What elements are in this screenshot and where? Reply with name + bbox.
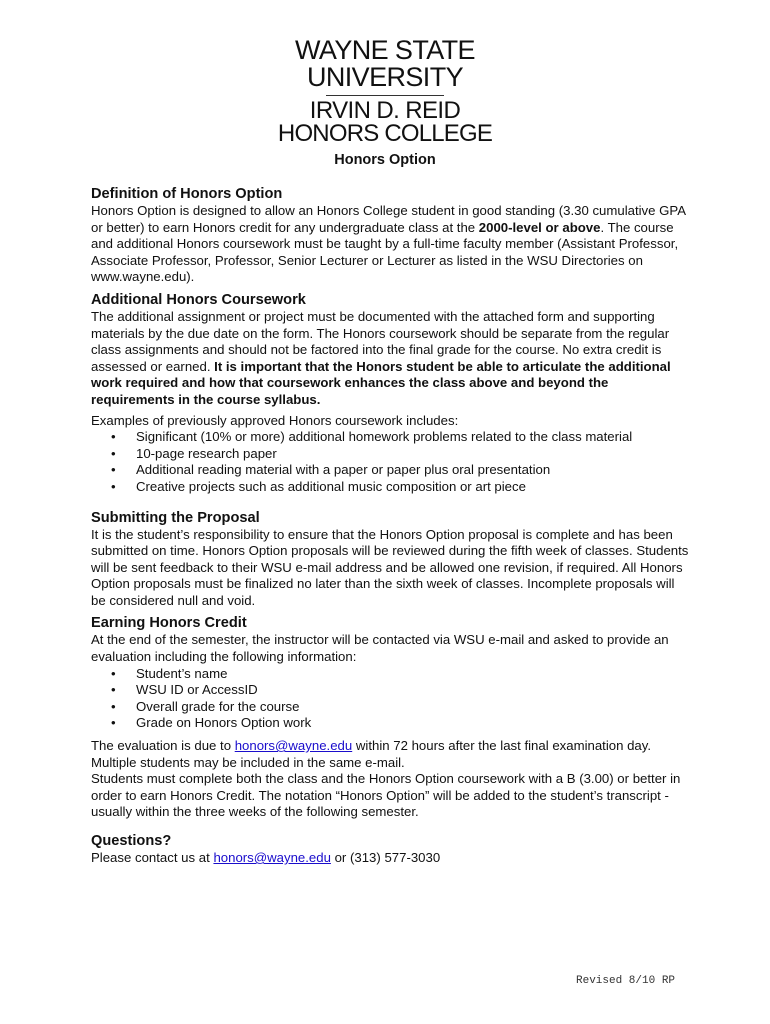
definition-text-bold: 2000-level or above [478,219,601,235]
document-title: Honors Option [334,152,436,168]
submitting-heading: Submitting the Proposal [91,509,260,526]
contact-email-link[interactable]: honors@wayne.edu [213,850,331,865]
definition-text-a: Honors Option is designed to allow an Honors College student in good standing (3.30 cumulative GPA or better) to earn Honors credit for any undergraduate class at the [91,203,686,235]
list-item: • Overall grade for the course [111,699,691,716]
definition-text-b: . The course and additional Honors coursework must be taught by a full-time faculty member (Assistant Professor, Associate Professor, Professor, Senior Lecturer or Lecturer as listed in the WSU Directories on www.wayne.edu). [91,219,679,285]
questions-text-b: or (313) 577-3030 [330,850,441,865]
examples-list [91,429,691,495]
list-item: • WSU ID or AccessID [111,682,691,699]
questions-heading: Questions? [91,833,172,849]
earning-section [91,614,691,821]
definition-text [91,203,691,286]
logo-line-wayne-state: WAYNE STATE [295,35,475,65]
additional-text [91,309,691,409]
evaluation-due-text [91,738,691,755]
honors-email-link[interactable]: honors@wayne.edu [234,738,353,754]
completion-text: Students must complete both the class and the Honors Option coursework with a B (3.00) or better in order to earn Honors Credit. The notation “Honors Option” will be added to the student’s transcript - usually within the three weeks of the following semester. [91,771,681,820]
examples-intro: Examples of previously approved Honors coursework includes: [91,412,459,428]
questions-text-a: Please contact us at [91,850,214,865]
due-text-a: The evaluation is due to [91,738,235,754]
evaluation-items-list [91,666,691,732]
logo-divider [326,95,444,96]
submitting-text: It is the student’s responsibility to ensure that the Honors Option proposal is complete and has been submitted on time. Honors Option proposals will be reviewed during the fifth week of classes. Students will be sent feedback to their WSU e-mail address and be allowed one revision, if required. All Honors Option proposals must be finalized no later than the sixth week of classes. Incomplete proposals will be considered null and void. [91,526,689,608]
document-body [91,185,691,872]
earning-heading: Earning Honors Credit [91,615,247,632]
due-text-b: within 72 hours after the last final examination day. [352,738,652,754]
additional-text-bold: It is important that the Honors student be able to articulate the additional work required and how that coursework enhances the class above and beyond the requirements in the course syllabus. [91,358,671,407]
logo-line-honors-college: HONORS COLLEGE [277,120,493,147]
logo-line-irvin-d-reid: IRVIN D. REID [309,97,461,124]
multiple-students-text: Multiple students may be included in the same e-mail. [91,754,405,770]
list-item: • Significant (10% or more) additional homework problems related to the class material [111,429,691,446]
list-item: • 10-page research paper [111,446,691,463]
additional-heading: Additional Honors Coursework [91,291,306,308]
questions-text [91,850,691,867]
additional-text-a: The additional assignment or project must be documented with the attached form and supporting materials by the due date on the form. The Honors coursework should be separate from the regular class assignments and should not be factored into the final grade for the course. No extra credit is assessed or earned. [91,308,670,374]
additional-section [91,291,691,496]
revision-note: Revised 8/10 RP [576,975,676,987]
list-item: • Additional reading material with a paper or paper plus oral presentation [111,462,691,479]
list-item: • Creative projects such as additional music composition or art piece [111,479,691,496]
list-item: • Student’s name [111,666,691,683]
questions-section [91,832,691,867]
definition-section [91,185,691,286]
list-item: • Grade on Honors Option work [111,715,691,732]
logo-line-university: UNIVERSITY [306,62,464,92]
definition-heading: Definition of Honors Option [91,186,283,202]
earning-text: At the end of the semester, the instructor will be contacted via WSU e-mail and asked to provide an evaluation including the following information: [91,632,669,665]
submitting-section [91,509,691,610]
